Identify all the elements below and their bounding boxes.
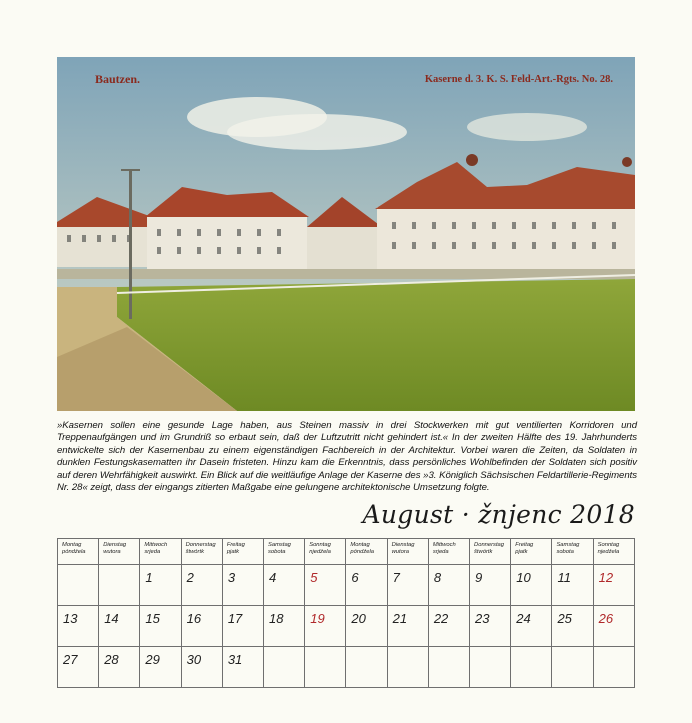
calendar-day-cell bbox=[552, 606, 593, 647]
calendar-day-cell bbox=[470, 647, 511, 688]
postcard-caption-town: Bautzen. bbox=[95, 72, 140, 86]
day-number: 24 bbox=[516, 611, 531, 626]
weekday-name-sorbian: wutora bbox=[103, 548, 121, 555]
weekday-header bbox=[387, 539, 428, 565]
weekday-name-sorbian: srjeda bbox=[432, 548, 449, 555]
day-number: 12 bbox=[598, 570, 614, 585]
day-number: 7 bbox=[392, 570, 400, 585]
calendar-week-row bbox=[58, 606, 635, 647]
weekday-name-german: Sonntag bbox=[309, 542, 331, 548]
day-number: 2 bbox=[186, 570, 194, 585]
weekday-name-sorbian: štwórtk bbox=[185, 548, 204, 555]
calendar-day-cell bbox=[511, 606, 552, 647]
description-text: »Kasernen sollen eine gesunde Lage haben, aus Steinen massiv in drei Stockwerken mit gut ventilierten Korridoren und Treppenaufgängen und im Grundriß so erbaut sein, daß der Luftzutritt nicht gehindert ist.« In der zweiten Hälfte des 19. Jahrhunderts entwickelte sich der Kasernenbau zu einem eigenständigen Fachbereich in der Architektur. Vorbei waren die Zeiten, da Soldaten in dunklen Festungskasematten ihr Dasein fristeten. Hinzu kam die Erkenntnis, dass persönliches Wohlbefinden der Soldaten sich positiv auf deren Wehrfähigkeit auswirkt. Ein Blick auf die weitläufige Anlage der Kaserne des »3. Königlich Sächsischen Feldartillerie-Regiments Nr. 28« zeigt, dass der eingangs zitierten Maßgabe eine gelungene architektonische Umsetzung folgte. bbox=[57, 420, 637, 494]
weekday-name-sorbian: pjatk bbox=[515, 548, 528, 555]
weekday-name-german: Donnerstag bbox=[185, 542, 216, 548]
weekday-name-german: Dienstag bbox=[391, 542, 415, 548]
calendar-day-cell bbox=[470, 606, 511, 647]
calendar-day-cell bbox=[428, 606, 469, 647]
weekday-name-sorbian: sobota bbox=[268, 548, 286, 555]
weekday-name-german: Montag bbox=[350, 542, 370, 548]
calendar-day-cell bbox=[264, 606, 305, 647]
day-number: 31 bbox=[227, 652, 243, 667]
calendar-week-row bbox=[58, 647, 635, 688]
day-number: 17 bbox=[227, 611, 243, 626]
postcard-photo bbox=[57, 57, 635, 411]
calendar-day-cell bbox=[387, 647, 428, 688]
calendar-day-cell bbox=[140, 565, 181, 606]
day-number: 29 bbox=[145, 652, 160, 667]
calendar-day-cell bbox=[222, 565, 263, 606]
weekday-name-sorbian: wutora bbox=[391, 548, 410, 555]
day-number: 1 bbox=[145, 570, 153, 585]
day-number: 27 bbox=[63, 652, 78, 667]
weekday-name-sorbian: njedźela bbox=[309, 548, 331, 555]
calendar-day-cell bbox=[593, 647, 634, 688]
weekday-name-german: Samstag bbox=[268, 542, 291, 548]
calendar-day-cell bbox=[593, 606, 634, 647]
calendar-day-cell bbox=[222, 606, 263, 647]
day-number: 8 bbox=[433, 570, 442, 585]
calendar-day-cell bbox=[387, 565, 428, 606]
calendar-day-cell bbox=[470, 565, 511, 606]
calendar-day-cell bbox=[58, 647, 99, 688]
day-number: 22 bbox=[433, 611, 449, 626]
calendar-day-cell bbox=[552, 647, 593, 688]
calendar-day-cell bbox=[140, 647, 181, 688]
calendar-day-cell bbox=[264, 647, 305, 688]
weekday-header bbox=[470, 539, 511, 565]
weekday-name-german: Mittwoch bbox=[144, 542, 168, 548]
day-number: 20 bbox=[351, 611, 366, 626]
calendar-day-cell bbox=[58, 606, 99, 647]
weekday-name-german: Samstag bbox=[556, 542, 580, 548]
weekday-name-german: Freitag bbox=[515, 542, 534, 548]
weekday-header bbox=[552, 539, 593, 565]
day-number: 10 bbox=[516, 570, 531, 585]
calendar-day-cell bbox=[58, 565, 99, 606]
day-number: 4 bbox=[269, 570, 277, 585]
weekday-header bbox=[511, 539, 552, 565]
weekday-name-sorbian: štwórtk bbox=[474, 548, 493, 555]
calendar-day-cell bbox=[511, 565, 552, 606]
weekday-header bbox=[346, 539, 387, 565]
calendar-day-cell bbox=[99, 606, 140, 647]
weekday-name-sorbian: sobota bbox=[556, 548, 574, 555]
barracks-illustration bbox=[57, 57, 635, 411]
calendar-day-cell bbox=[387, 606, 428, 647]
weekday-header bbox=[428, 539, 469, 565]
weekday-header bbox=[264, 539, 305, 565]
weekday-name-sorbian: pjatk bbox=[226, 548, 240, 555]
calendar-day-cell bbox=[181, 606, 222, 647]
calendar-day-cell bbox=[99, 647, 140, 688]
day-number: 18 bbox=[269, 611, 284, 626]
calendar-day-cell bbox=[346, 606, 387, 647]
calendar-day-cell bbox=[593, 565, 634, 606]
weekday-header bbox=[222, 539, 263, 565]
weekday-name-german: Sonntag bbox=[597, 542, 620, 548]
calendar-day-cell bbox=[140, 606, 181, 647]
day-number: 16 bbox=[186, 611, 202, 626]
calendar-day-cell bbox=[305, 647, 346, 688]
month-title: August · žnjenc 2018 bbox=[362, 500, 635, 529]
day-number: 21 bbox=[392, 611, 408, 626]
day-number: 30 bbox=[186, 652, 202, 667]
calendar-day-cell bbox=[222, 647, 263, 688]
weekday-name-german: Donnerstag bbox=[474, 542, 505, 548]
calendar-body bbox=[58, 565, 635, 688]
day-number: 9 bbox=[475, 570, 483, 585]
day-number: 28 bbox=[104, 652, 119, 667]
day-number: 11 bbox=[557, 570, 571, 585]
weekday-name-german: Dienstag bbox=[103, 542, 127, 548]
calendar-day-cell bbox=[346, 647, 387, 688]
day-number: 3 bbox=[227, 570, 236, 585]
weekday-name-sorbian: póndźela bbox=[62, 548, 86, 555]
postcard-caption-title: Kaserne d. 3. K. S. Feld-Art.-Rgts. No. 28. bbox=[424, 74, 613, 85]
weekday-header bbox=[58, 539, 99, 565]
calendar-day-cell bbox=[552, 565, 593, 606]
day-number: 25 bbox=[557, 611, 572, 626]
calendar-day-cell bbox=[181, 565, 222, 606]
weekday-header bbox=[181, 539, 222, 565]
weekday-name-sorbian: njedźela bbox=[597, 548, 620, 555]
day-number: 13 bbox=[63, 611, 78, 626]
calendar-week-row bbox=[58, 565, 635, 606]
day-number: 15 bbox=[145, 611, 160, 626]
calendar-day-cell bbox=[428, 565, 469, 606]
day-number: 19 bbox=[310, 611, 325, 626]
weekday-name-german: Montag bbox=[62, 542, 82, 548]
calendar-day-cell bbox=[511, 647, 552, 688]
weekday-header bbox=[593, 539, 634, 565]
weekday-name-sorbian: srjeda bbox=[144, 548, 161, 555]
day-number: 14 bbox=[104, 611, 119, 626]
calendar-day-cell bbox=[305, 565, 346, 606]
calendar-day-cell bbox=[99, 565, 140, 606]
day-number: 26 bbox=[598, 611, 614, 626]
calendar-day-cell bbox=[181, 647, 222, 688]
weekday-name-german: Freitag bbox=[226, 542, 245, 548]
calendar-day-cell bbox=[428, 647, 469, 688]
weekday-header bbox=[305, 539, 346, 565]
weekday-header bbox=[140, 539, 181, 565]
weekday-name-german: Mittwoch bbox=[432, 542, 456, 548]
calendar-day-cell bbox=[264, 565, 305, 606]
weekday-header-row bbox=[58, 539, 635, 565]
weekday-name-sorbian: póndźela bbox=[350, 548, 374, 555]
day-number: 5 bbox=[310, 570, 318, 585]
day-number: 6 bbox=[351, 570, 359, 585]
calendar-grid bbox=[57, 538, 635, 688]
calendar-day-cell bbox=[346, 565, 387, 606]
calendar-day-cell bbox=[305, 606, 346, 647]
weekday-header bbox=[99, 539, 140, 565]
day-number: 23 bbox=[475, 611, 490, 626]
